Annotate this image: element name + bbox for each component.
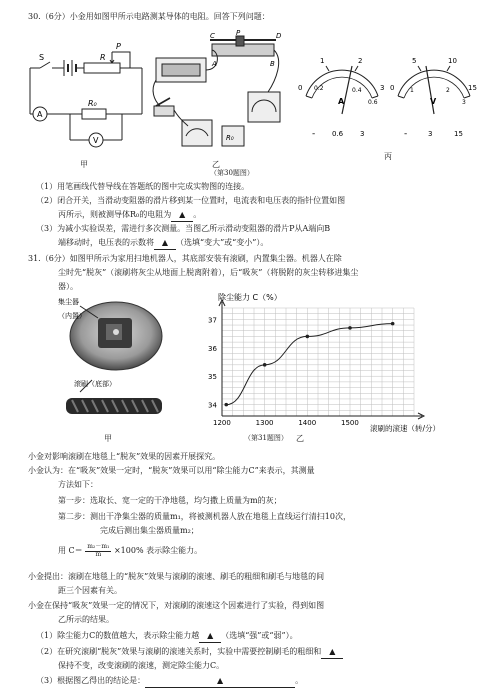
svg-text:A: A bbox=[212, 60, 217, 68]
svg-text:2: 2 bbox=[446, 87, 450, 94]
svg-text:0: 0 bbox=[298, 84, 303, 92]
y-tick-label: 36 bbox=[208, 344, 217, 353]
svg-text:P: P bbox=[236, 30, 241, 37]
q31-item-2b: 保持不变，改变滚刷的滚速，测定除尘能力C。 bbox=[58, 661, 225, 670]
q30-item-3b: 端移动时，电压表的示数将 ▲ （选填“变大”或“变小”）。 bbox=[58, 238, 268, 250]
q30-circuit-diagram-jia bbox=[26, 38, 148, 158]
q31-intro-1: 31.（6分）如图甲所示为家用扫地机器人，其底部安装有滚刷，内置集尘器。机器人在除 bbox=[28, 254, 342, 263]
q31-fig-label-jia: 甲 bbox=[104, 434, 112, 443]
voltmeter-label: V bbox=[93, 136, 99, 145]
x-tick-label: 1200 bbox=[213, 419, 231, 427]
q31-body-2: 方法如下： bbox=[58, 480, 98, 489]
q30-fig-caption: （第30题图） bbox=[210, 169, 254, 177]
svg-text:V: V bbox=[430, 97, 437, 106]
x-tick-label: 1400 bbox=[298, 419, 317, 427]
svg-text:3: 3 bbox=[360, 130, 365, 138]
q31-item-3: （3）根据图乙得出的结论是： ▲ 。 bbox=[36, 676, 303, 688]
chart-ylabel: 除尘能力 C（%） bbox=[218, 293, 282, 302]
series-line bbox=[226, 324, 392, 405]
svg-text:2: 2 bbox=[358, 57, 363, 65]
svg-text:C: C bbox=[210, 32, 215, 40]
q31-step-2b: 完成后测出集尘器质量m₂； bbox=[100, 526, 199, 535]
label-P: P bbox=[116, 42, 121, 51]
data-point bbox=[224, 403, 228, 407]
q31-body-9: 小金在保持“吸灰”效果一定的情况下，对滚刷的滚速这个因素进行了实验，得到如图 bbox=[28, 601, 325, 610]
data-point bbox=[306, 335, 310, 339]
q31-body-7: 小金提出：滚刷在地毯上的“脱灰”效果与滚刷的滚速、刷毛的粗细和刷毛与地毯的间 bbox=[28, 572, 325, 581]
fig-label-jia: 甲 bbox=[80, 160, 88, 169]
q31-item-1: （1）除尘能力C的数值越大，表示除尘能力越 ▲ （选填“强”或“弱”）。 bbox=[36, 631, 298, 643]
svg-text:-: - bbox=[312, 129, 316, 139]
chart-xlabel: 滚刷的滚速（转/分） bbox=[370, 424, 441, 432]
q30-item-2a: （2）闭合开关，当滑动变阻器的滑片移到某一位置时，电流表和电压表的指针位置如图 bbox=[36, 196, 346, 205]
answer-blank[interactable]: ▲ bbox=[199, 631, 221, 643]
svg-text:0: 0 bbox=[390, 84, 395, 92]
q31-step-2: 第二步：测出干净集尘器的质量m₁，将被测机器人放在地毯上直线运行清扫10次， bbox=[58, 512, 351, 521]
y-tick-label: 34 bbox=[208, 401, 217, 410]
q31-fig-label-yi: 乙 bbox=[296, 434, 304, 443]
q30-item-2b: 丙所示，则被测导体R₀的电阻为 ▲ 。 bbox=[58, 210, 201, 222]
q31-intro-3: 器）。 bbox=[58, 282, 78, 291]
data-point bbox=[263, 363, 267, 367]
q30-item-1: （1）用笔画线代替导线在答题纸的图中完成实物图的连接。 bbox=[36, 182, 250, 191]
q30-item-3a: （3）为减小实验误差，需进行多次测量。当图乙所示滑动变阻器的滑片P从A端向B bbox=[36, 224, 331, 233]
svg-text:0.6: 0.6 bbox=[332, 130, 344, 138]
svg-text:5: 5 bbox=[412, 57, 417, 65]
dust-removal-chart bbox=[182, 290, 472, 432]
q31-body-10: 乙所示的结果。 bbox=[58, 615, 114, 624]
svg-text:0.2: 0.2 bbox=[314, 85, 324, 92]
dustbin-label: 集尘器 bbox=[58, 298, 79, 306]
q31-fig-caption: （第31题图） bbox=[244, 434, 288, 442]
q31-item-2a: （2）在研究滚刷“脱灰”效果与滚刷的滚速关系时，实验中需要控制刷毛的粗细和 ▲ bbox=[36, 647, 343, 659]
svg-text:R₀: R₀ bbox=[226, 134, 234, 142]
q30-apparatus-diagram-yi bbox=[150, 30, 290, 158]
svg-text:10: 10 bbox=[448, 57, 457, 65]
label-R0: R₀ bbox=[88, 99, 97, 108]
x-tick-label: 1300 bbox=[255, 419, 274, 427]
label-S: S bbox=[39, 53, 45, 62]
answer-blank[interactable]: ▲ bbox=[145, 676, 295, 688]
answer-blank[interactable]: ▲ bbox=[154, 238, 176, 250]
y-tick-label: 37 bbox=[208, 316, 217, 325]
ammeter-label: A bbox=[37, 110, 43, 119]
y-tick-label: 35 bbox=[208, 373, 217, 382]
svg-text:3: 3 bbox=[380, 84, 385, 92]
svg-text:15: 15 bbox=[454, 130, 463, 138]
svg-text:D: D bbox=[276, 32, 282, 40]
brush-label: 滚刷（底部） bbox=[74, 380, 116, 388]
q31-body-1: 小金认为：在“吸灰”效果一定时，“脱灰”效果可以用“除尘能力C”来表示，其测量 bbox=[28, 466, 315, 475]
q31-formula: 用 C＝ $\frac{\text{m₂－m₁}}{m}$ ×100% 表示除尘能力。 bbox=[58, 543, 203, 558]
data-point bbox=[348, 326, 352, 330]
voltmeter-dial bbox=[388, 52, 480, 144]
svg-text:B: B bbox=[270, 60, 275, 68]
svg-text:3: 3 bbox=[428, 130, 433, 138]
svg-text:1: 1 bbox=[320, 57, 325, 65]
answer-blank[interactable]: ▲ bbox=[321, 647, 343, 659]
q30-title: 30.（6分）小金用如图甲所示电路测某导体的电阻。回答下列问题： bbox=[28, 12, 270, 21]
q31-step-1: 第一步：选取长、宽一定的干净地毯，均匀撒上质量为m的灰； bbox=[58, 496, 282, 505]
q31-body-8: 距三个因素有关。 bbox=[58, 586, 122, 595]
fig-label-bing: 丙 bbox=[384, 152, 392, 161]
label-R: R bbox=[100, 53, 106, 62]
data-point bbox=[391, 322, 395, 326]
answer-blank[interactable]: ▲ bbox=[171, 210, 193, 222]
dustbin-inside-label: （内置） bbox=[58, 312, 86, 320]
svg-text:0.6: 0.6 bbox=[368, 99, 378, 106]
svg-text:1: 1 bbox=[410, 87, 414, 94]
svg-text:3: 3 bbox=[462, 99, 466, 106]
x-tick-label: 1500 bbox=[341, 419, 359, 427]
svg-text:-: - bbox=[404, 129, 408, 139]
q31-body-0: 小金对影响滚刷在地毯上“脱灰”效果的因素开展探究。 bbox=[28, 452, 221, 461]
svg-text:A: A bbox=[338, 97, 345, 106]
ammeter-dial bbox=[296, 52, 388, 144]
robot-vacuum-figure bbox=[58, 296, 168, 424]
fig-label-yi: 乙 bbox=[212, 160, 220, 169]
q31-intro-2: 尘时先“脱灰”（滚刷将灰尘从地面上脱离附着），后“吸灰”（将脱附的灰尘转移进集尘 bbox=[58, 268, 359, 277]
svg-text:15: 15 bbox=[468, 84, 477, 92]
svg-text:0.4: 0.4 bbox=[352, 87, 362, 94]
